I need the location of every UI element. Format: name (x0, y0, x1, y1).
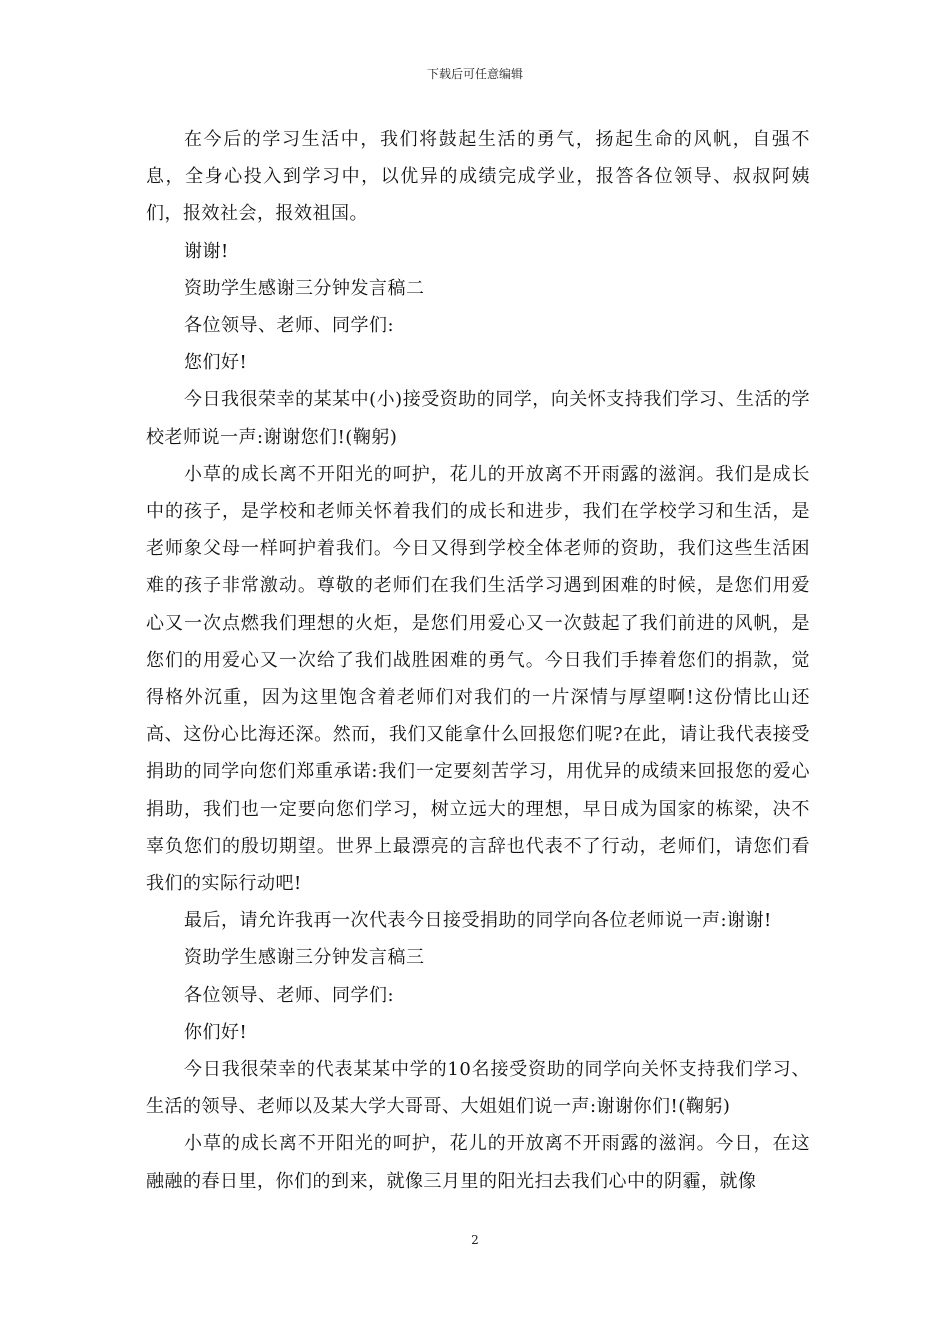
document-body (146, 121, 810, 1200)
page-number: 2 (471, 1233, 479, 1247)
section-title: 资助学生感谢三分钟发言稿三 (184, 947, 425, 969)
page-header: 下载后可任意编辑 (426, 67, 523, 81)
salutation: 各位领导、老师、同学们: (184, 984, 395, 1006)
paragraph: 今日我很荣幸的某某中(小)接受资助的同学，向关怀支持我们学习、生活的学校老师说一声:谢谢您们!(鞠躬) (146, 389, 810, 448)
paragraph: 在今后的学习生活中，我们将鼓起生活的勇气，扬起生命的风帆，自强不息，全身心投入到学习中，以优异的成绩完成学业，报答各位领导、叔叔阿姨们，报效社会，报效祖国。 (146, 129, 810, 225)
paragraph: 小草的成长离不开阳光的呵护，花儿的开放离不开雨露的滋润。我们是成长中的孩子，是学校和老师关怀着我们的成长和进步，我们在学校学习和生活，是老师象父母一样呵护着我们。今日又得到学校全体老师的资助，我们这些生活困难的孩子非常激动。尊敬的老师们在我们生活学习遇到困难的时候，是您们用爱心又一次点燃我们理想的火炬，是您们用爱心又一次鼓起了我们前进的风帆，是您们的用爱心又一次给了我们战胜困难的勇气。今日我们手捧着您们的捐款，觉得格外沉重，因为这里饱含着老师们对我们的一片深情与厚望啊!这份情比山还高、这份心比海还深。然而，我们又能拿什么回报您们呢?在此，请让我代表接受捐助的同学向您们郑重承诺:我们一定要刻苦学习，用优异的成绩来回报您的爱心捐助，我们也一定要向您们学习，树立远大的理想，早日成为国家的栋梁，决不辜负您们的殷切期望。世界上最漂亮的言辞也代表不了行动，老师们，请您们看我们的实际行动吧! (146, 463, 810, 895)
greeting: 您们好! (184, 352, 248, 374)
paragraph: 今日我很荣幸的代表某某中学的10名接受资助的同学向关怀支持我们学习、生活的领导、老师以及某大学大哥哥、大姐姐们说一声:谢谢你们!(鞠躬) (146, 1059, 810, 1118)
paragraph: 小草的成长离不开阳光的呵护，花儿的开放离不开雨露的滋润。今日，在这融融的春日里，你们的到来，就像三月里的阳光扫去我们心中的阴霾，就像 (146, 1133, 810, 1192)
paragraph: 谢谢! (184, 240, 229, 262)
paragraph: 最后，请允许我再一次代表今日接受捐助的同学向各位老师说一声:谢谢! (184, 910, 772, 932)
greeting: 你们好! (184, 1021, 248, 1043)
salutation: 各位领导、老师、同学们: (184, 315, 395, 337)
section-title: 资助学生感谢三分钟发言稿二 (184, 277, 425, 299)
